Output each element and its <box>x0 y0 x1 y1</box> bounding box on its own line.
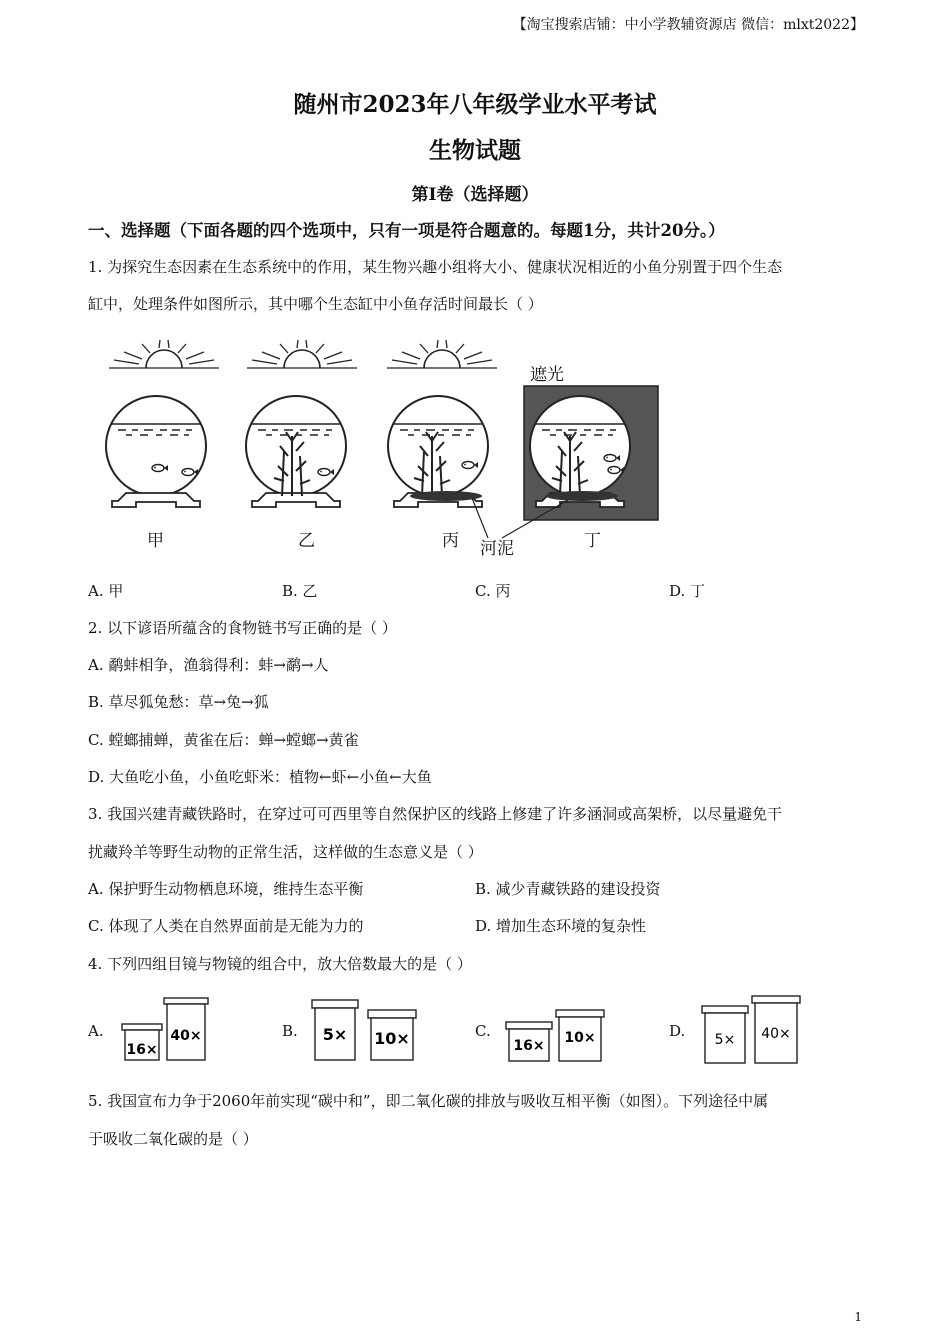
q4-d-objective-label: 40× <box>761 1026 791 1042</box>
q1-option-b[interactable]: B. 乙 <box>282 582 318 600</box>
tank-label-yi: 乙 <box>298 531 315 551</box>
tank-label-jia: 甲 <box>147 531 164 551</box>
q4-option-c-lenses[interactable] <box>504 1008 608 1064</box>
tank-label-ding: 丁 <box>584 531 601 551</box>
exam-subtitle: 生物试题 <box>429 137 521 164</box>
q3-option-a[interactable]: A. 保护野生动物栖息环境，维持生态平衡 <box>88 880 364 898</box>
q2-stem: 2. 以下谚语所蕴含的食物链书写正确的是（ ） <box>88 619 397 637</box>
part-heading: 第I卷（选择题） <box>411 185 539 205</box>
q5-stem-line1: 5. 我国宣布力争于2060年前实现“碳中和”，即二氧化碳的排放与吸收互相平衡（如图）。下列途径中属 <box>88 1092 769 1110</box>
section-heading: 一、选择题（下面各题的四个选项中，只有一项是符合题意的。每题1分，共计20分。） <box>88 221 725 240</box>
q4-option-b-letter[interactable]: B. <box>282 1022 298 1040</box>
q3-stem-line2: 扰藏羚羊等野生动物的正常生活，这样做的生态意义是（ ） <box>88 843 483 861</box>
q4-option-b-lenses[interactable] <box>310 998 420 1064</box>
shade-label: 遮光 <box>530 365 564 385</box>
q2-option-c[interactable]: C. 螳螂捕蝉，黄雀在后：蝉→螳螂→黄雀 <box>88 731 359 749</box>
tank-label-bing: 丙 <box>442 531 459 551</box>
q3-option-c[interactable]: C. 体现了人类在自然界面前是无能为力的 <box>88 917 364 935</box>
q3-option-d[interactable]: D. 增加生态环境的复杂性 <box>475 917 647 935</box>
q4-b-eyepiece-label: 5× <box>322 1025 348 1044</box>
q4-c-objective-label: 10× <box>564 1030 596 1046</box>
q2-option-a[interactable]: A. 鹬蚌相争，渔翁得利：蚌→鹬→人 <box>88 656 329 674</box>
q4-c-eyepiece-label: 16× <box>513 1038 545 1054</box>
q4-option-a-lenses[interactable] <box>118 996 214 1064</box>
q4-d-eyepiece-label: 5× <box>714 1032 736 1048</box>
q1-ecosystem-figure <box>96 338 676 560</box>
exam-title: 随州市2023年八年级学业水平考试 <box>293 91 657 118</box>
q4-option-c-letter[interactable]: C. <box>475 1022 491 1040</box>
page-number: 1 <box>854 1310 862 1324</box>
header-note: 【淘宝搜索店铺：中小学教辅资源店 微信：mlxt2022】 <box>512 17 864 33</box>
mud-label: 河泥 <box>480 539 514 559</box>
q4-a-eyepiece-label: 16× <box>126 1042 158 1058</box>
q3-stem-line1: 3. 我国兴建青藏铁路时，在穿过可可西里等自然保护区的线路上修建了许多涵洞或高架桥，以尽量避免干 <box>88 805 783 823</box>
q1-option-a[interactable]: A. 甲 <box>88 582 124 600</box>
q4-a-objective-label: 40× <box>170 1028 202 1044</box>
q4-stem: 4. 下列四组目镜与物镜的组合中，放大倍数最大的是（ ） <box>88 955 472 973</box>
q1-stem-line2: 缸中，处理条件如图所示，其中哪个生态缸中小鱼存活时间最长（ ） <box>88 295 543 313</box>
q2-option-b[interactable]: B. 草尽狐兔愁：草→兔→狐 <box>88 693 269 711</box>
q5-stem-line2: 于吸收二氧化碳的是（ ） <box>88 1130 258 1148</box>
q4-option-d-letter[interactable]: D. <box>669 1022 686 1040</box>
q2-option-d[interactable]: D. 大鱼吃小鱼，小鱼吃虾米：植物←虾←小鱼←大鱼 <box>88 768 432 786</box>
q4-option-d-lenses[interactable] <box>700 994 804 1066</box>
q1-option-c[interactable]: C. 丙 <box>475 582 511 600</box>
q4-option-a-letter[interactable]: A. <box>88 1022 104 1040</box>
q1-stem-line1: 1. 为探究生态因素在生态系统中的作用，某生物兴趣小组将大小、健康状况相近的小鱼分别置于四个生态 <box>88 258 783 276</box>
q1-option-d[interactable]: D. 丁 <box>669 582 706 600</box>
q4-b-objective-label: 10× <box>374 1029 410 1048</box>
q3-option-b[interactable]: B. 减少青藏铁路的建设投资 <box>475 880 661 898</box>
